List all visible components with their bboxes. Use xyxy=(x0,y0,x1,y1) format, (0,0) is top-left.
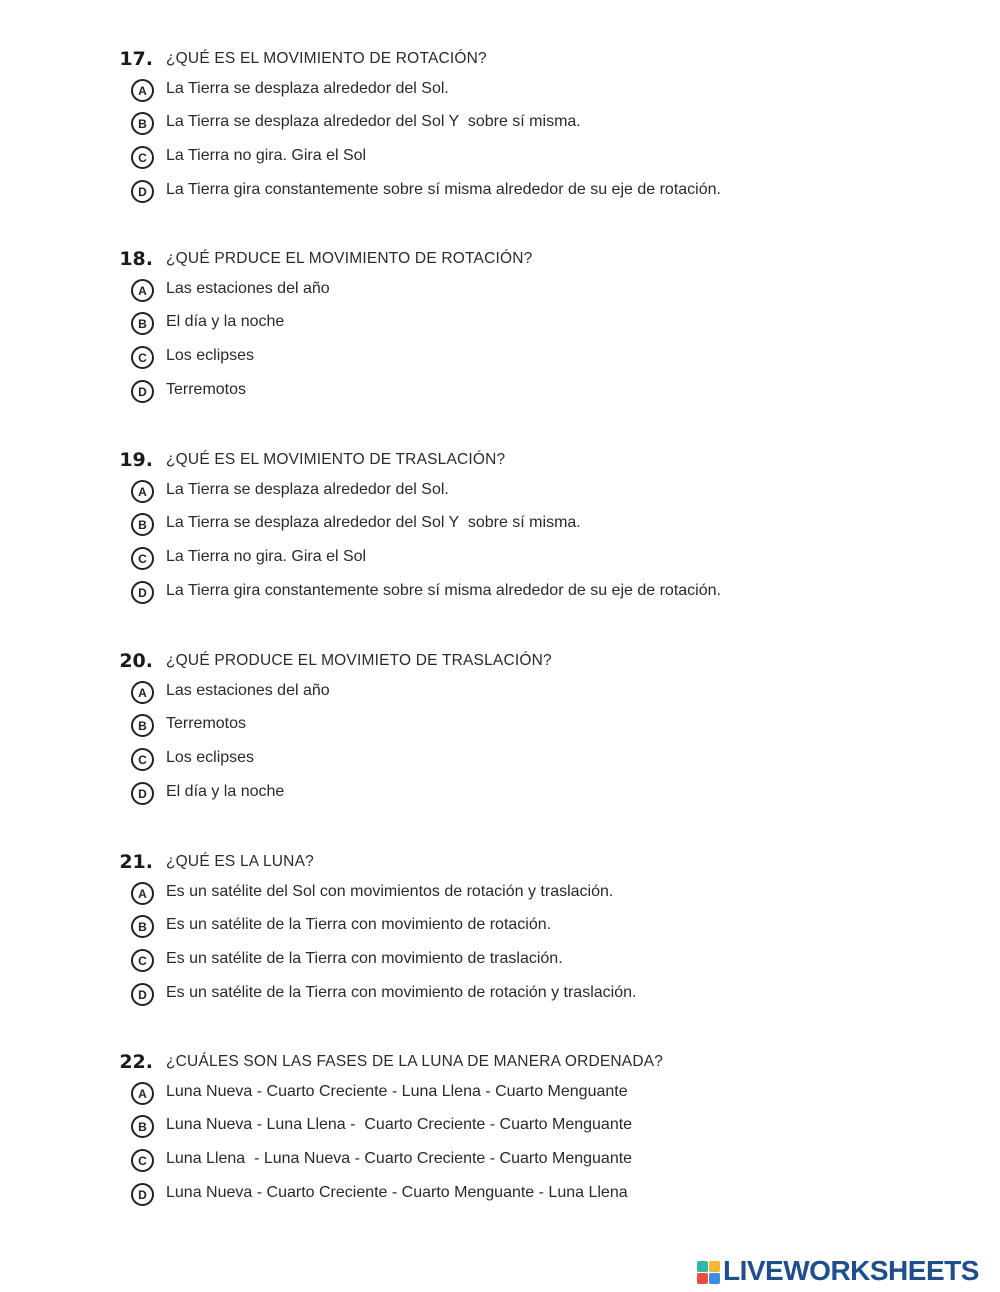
question-header xyxy=(0,1051,1000,1079)
option-letter-circle[interactable]: A xyxy=(131,1082,154,1105)
option-letter-circle[interactable]: C xyxy=(131,949,154,972)
option-letter-circle[interactable]: C xyxy=(131,346,154,369)
liveworksheets-logo xyxy=(697,1255,997,1289)
option-letter-circle[interactable]: D xyxy=(131,782,154,805)
question-text: ¿QUÉ ES EL MOVIMIENTO DE ROTACIÓN? xyxy=(166,50,487,67)
question-text: ¿QUÉ ES EL MOVIMIENTO DE TRASLACIÓN? xyxy=(166,451,506,468)
question-header xyxy=(0,851,1000,879)
option-text: Los eclipses xyxy=(166,749,255,766)
option-letter-circle[interactable]: B xyxy=(131,915,154,938)
option-letter-circle[interactable]: C xyxy=(131,1149,154,1172)
answer-option[interactable] xyxy=(0,882,1000,908)
answer-option[interactable] xyxy=(0,312,1000,338)
option-text: El día y la noche xyxy=(166,313,285,330)
answer-option[interactable] xyxy=(0,1183,1000,1209)
answer-option[interactable] xyxy=(0,681,1000,707)
option-text: La Tierra se desplaza alrededor del Sol. xyxy=(166,80,449,97)
option-text: La Tierra se desplaza alrededor del Sol. xyxy=(166,481,449,498)
answer-option[interactable] xyxy=(0,146,1000,172)
question-number: 17. xyxy=(119,48,153,70)
answer-option[interactable] xyxy=(0,279,1000,305)
answer-option[interactable] xyxy=(0,380,1000,406)
option-text: La Tierra gira constantemente sobre sí misma alrededor de su eje de rotación. xyxy=(166,181,721,198)
option-letter-circle[interactable]: B xyxy=(131,513,154,536)
answer-option[interactable] xyxy=(0,782,1000,808)
answer-option[interactable] xyxy=(0,547,1000,573)
option-letter-circle[interactable]: B xyxy=(131,112,154,135)
option-text: La Tierra se desplaza alrededor del Sol Y sobre sí misma. xyxy=(166,514,581,531)
question-header xyxy=(0,48,1000,76)
answer-option[interactable] xyxy=(0,748,1000,774)
question-text: ¿QUÉ PRDUCE EL MOVIMIENTO DE ROTACIÓN? xyxy=(166,250,533,267)
answer-option[interactable] xyxy=(0,112,1000,138)
option-text: Luna Nueva - Luna Llena - Cuarto Creciente - Cuarto Menguante xyxy=(166,1116,633,1133)
answer-option[interactable] xyxy=(0,480,1000,506)
option-letter-circle[interactable]: B xyxy=(131,312,154,335)
option-text: Las estaciones del año xyxy=(166,280,330,297)
option-letter-circle[interactable]: C xyxy=(131,547,154,570)
answer-option[interactable] xyxy=(0,1115,1000,1141)
question-number: 20. xyxy=(119,650,153,672)
option-text: Es un satélite del Sol con movimientos de rotación y traslación. xyxy=(166,883,614,900)
option-text: Terremotos xyxy=(166,715,247,732)
option-letter-circle[interactable]: D xyxy=(131,1183,154,1206)
option-letter-circle[interactable]: A xyxy=(131,882,154,905)
question-number: 22. xyxy=(119,1051,153,1073)
option-text: La Tierra gira constantemente sobre sí misma alrededor de su eje de rotación. xyxy=(166,582,721,599)
answer-option[interactable] xyxy=(0,1149,1000,1175)
question-header xyxy=(0,650,1000,678)
option-letter-circle[interactable]: D xyxy=(131,180,154,203)
option-letter-circle[interactable]: C xyxy=(131,146,154,169)
question-number: 21. xyxy=(119,851,153,873)
answer-option[interactable] xyxy=(0,513,1000,539)
option-letter-circle[interactable]: A xyxy=(131,79,154,102)
option-text: Luna Nueva - Cuarto Creciente - Cuarto Menguante - Luna Llena xyxy=(166,1184,628,1201)
option-text: Luna Llena - Luna Nueva - Cuarto Creciente - Cuarto Menguante xyxy=(166,1150,633,1167)
answer-option[interactable] xyxy=(0,949,1000,975)
question-text: ¿QUÉ ES LA LUNA? xyxy=(166,853,314,870)
question-header xyxy=(0,449,1000,477)
logo-text: LIVEWORKSHEETS xyxy=(723,1255,979,1286)
option-text: El día y la noche xyxy=(166,783,285,800)
option-letter-circle[interactable]: A xyxy=(131,279,154,302)
liveworksheets-logo-icon xyxy=(697,1261,721,1285)
option-text: Es un satélite de la Tierra con movimiento de rotación y traslación. xyxy=(166,984,637,1001)
answer-option[interactable] xyxy=(0,915,1000,941)
option-letter-circle[interactable]: D xyxy=(131,983,154,1006)
option-letter-circle[interactable]: A xyxy=(131,681,154,704)
answer-option[interactable] xyxy=(0,180,1000,206)
answer-option[interactable] xyxy=(0,714,1000,740)
question-header xyxy=(0,248,1000,276)
answer-option[interactable] xyxy=(0,346,1000,372)
answer-option[interactable] xyxy=(0,79,1000,105)
option-text: Los eclipses xyxy=(166,347,255,364)
option-letter-circle[interactable]: B xyxy=(131,1115,154,1138)
answer-option[interactable] xyxy=(0,1082,1000,1108)
option-text: Es un satélite de la Tierra con movimiento de rotación. xyxy=(166,916,552,933)
option-text: La Tierra no gira. Gira el Sol xyxy=(166,548,367,565)
option-letter-circle[interactable]: D xyxy=(131,380,154,403)
option-letter-circle[interactable]: A xyxy=(131,480,154,503)
option-text: Es un satélite de la Tierra con movimiento de traslación. xyxy=(166,950,563,967)
answer-option[interactable] xyxy=(0,983,1000,1009)
option-letter-circle[interactable]: B xyxy=(131,714,154,737)
answer-option[interactable] xyxy=(0,581,1000,607)
option-letter-circle[interactable]: D xyxy=(131,581,154,604)
question-number: 18. xyxy=(119,248,153,270)
option-text: La Tierra se desplaza alrededor del Sol Y sobre sí misma. xyxy=(166,113,581,130)
question-text: ¿QUÉ PRODUCE EL MOVIMIETO DE TRASLACIÓN? xyxy=(166,652,552,669)
option-text: La Tierra no gira. Gira el Sol xyxy=(166,147,367,164)
question-text: ¿CUÁLES SON LAS FASES DE LA LUNA DE MANERA ORDENADA? xyxy=(166,1053,664,1070)
option-text: Las estaciones del año xyxy=(166,682,330,699)
question-number: 19. xyxy=(119,449,153,471)
option-letter-circle[interactable]: C xyxy=(131,748,154,771)
option-text: Luna Nueva - Cuarto Creciente - Luna Llena - Cuarto Menguante xyxy=(166,1083,628,1100)
option-text: Terremotos xyxy=(166,381,247,398)
